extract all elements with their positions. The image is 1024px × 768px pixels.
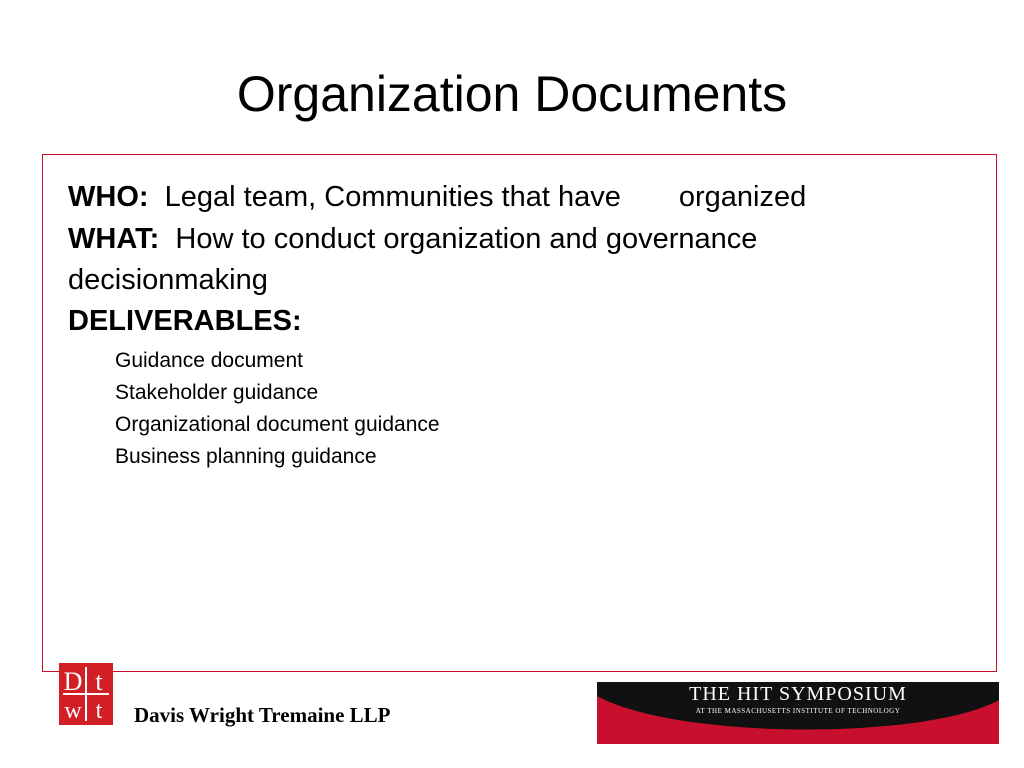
slide-title: Organization Documents	[236, 66, 788, 122]
who-text-end: organized	[678, 181, 807, 213]
what-label: WHAT:	[68, 223, 160, 255]
deliverable-item: Business planning guidance	[115, 445, 377, 468]
symposium-banner	[597, 682, 999, 744]
firm-logo	[59, 663, 113, 725]
deliverables-list	[115, 345, 440, 473]
content-box	[42, 154, 997, 672]
deliverable-item: Guidance document	[115, 349, 303, 372]
who-text: Legal team, Communities that have	[164, 181, 621, 213]
who-label: WHO:	[68, 181, 149, 213]
svg-text:t: t	[95, 698, 103, 724]
svg-text:w: w	[64, 698, 82, 724]
deliverables-heading: DELIVERABLES:	[68, 305, 302, 337]
banner-title: THE HIT SYMPOSIUM	[689, 683, 907, 705]
what-text: How to conduct organization and governance	[175, 223, 758, 255]
who-line	[68, 179, 806, 215]
deliverable-item: Organizational document guidance	[115, 413, 440, 436]
svg-text:D: D	[63, 667, 83, 696]
deliverable-item: Stakeholder guidance	[115, 381, 319, 404]
what-text-continued: decisionmaking	[68, 264, 268, 296]
what-line	[68, 221, 757, 257]
svg-text:t: t	[95, 667, 103, 696]
firm-name: Davis Wright Tremaine LLP	[134, 703, 391, 727]
dwt-logo-mark	[59, 663, 113, 725]
banner-subtitle: AT THE MASSACHUSETTS INSTITUTE OF TECHNOLOGY	[695, 707, 901, 715]
